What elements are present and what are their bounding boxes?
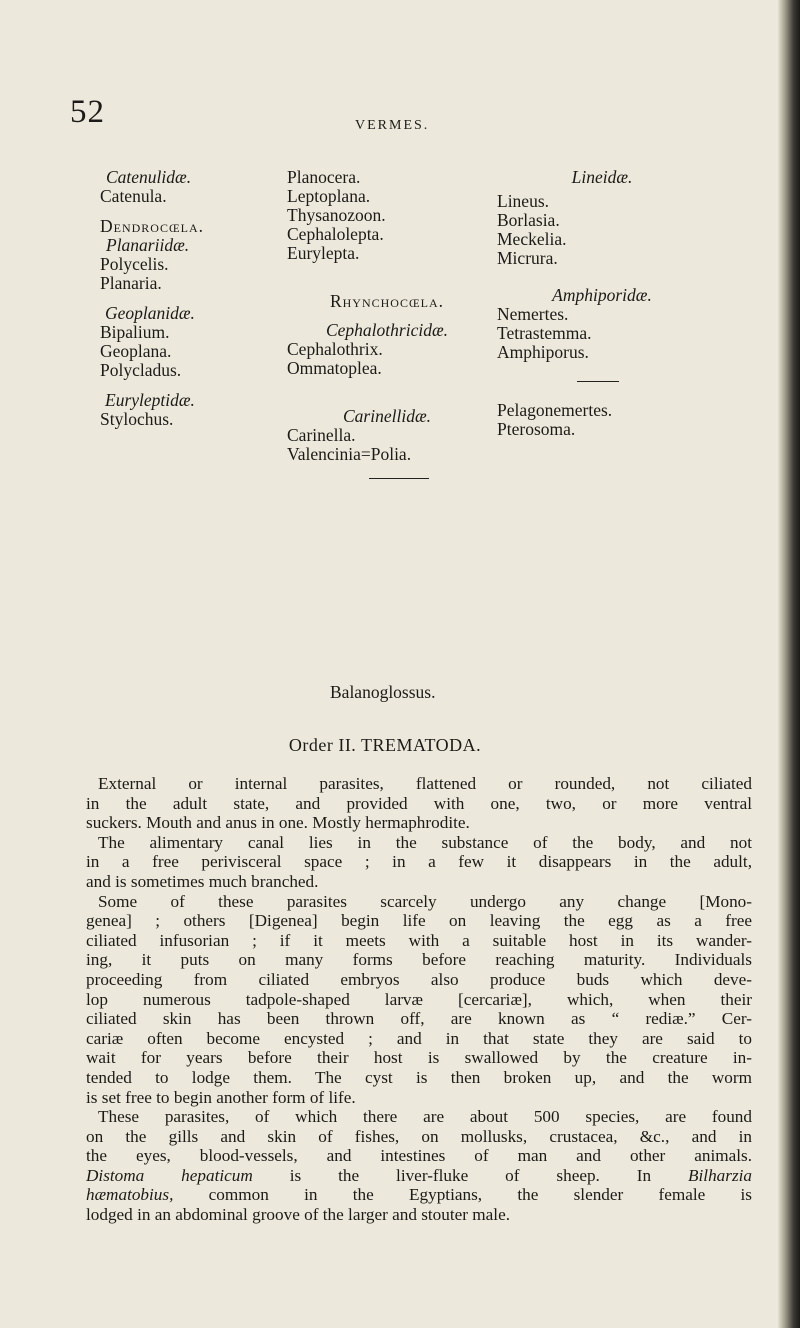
page-header [0, 94, 780, 154]
family-heading: Catenulidæ. [106, 167, 192, 187]
text-line: Distoma hepaticum is the liver-fluke of sheep. In Bilharzia [86, 1165, 753, 1185]
balanoglossus-entry: Balanoglossus. [330, 682, 436, 702]
family-heading: Cephalothricidæ. [325, 320, 448, 340]
text-line: hæmatobius, common in the Egyptians, the slender female is [86, 1185, 753, 1205]
classification-column-3 [497, 168, 707, 439]
text-line: tended to lodge them. The cyst is then broken up, and the worm [86, 1067, 752, 1087]
genus-item: Planaria. [100, 273, 162, 293]
family-heading: Geoplanidæ. [105, 303, 195, 323]
family-heading: Planariidæ. [106, 235, 190, 255]
running-head: VERMES. [355, 118, 430, 133]
classification-column-1 [100, 168, 204, 429]
genus-item: Thysanozoon. [287, 205, 386, 225]
genus-item: Borlasia. [497, 210, 560, 230]
order-heading: Order II. TREMATODA. [288, 735, 482, 755]
text-line: proceeding from ciliated embryos also produce buds which deve- [86, 969, 752, 989]
text-line: the eyes, blood-vessels, and intestines of man and other animals. [86, 1146, 752, 1166]
text-line: in the adult state, and provided with one, two, or more ventral [86, 793, 752, 813]
family-heading: Carinellidæ. [343, 406, 431, 426]
genus-item: Nemertes. [497, 304, 569, 324]
text-line: is set free to begin another form of life. [86, 1087, 356, 1107]
genus-item: Eurylepta. [287, 243, 360, 263]
genus-item: Cephalolepta. [287, 224, 384, 244]
genus-item: Geoplana. [100, 341, 172, 361]
species-name-haematobius: hæmatobius, [86, 1185, 174, 1205]
text-line: lodged in an abdominal groove of the larger and stouter male. [86, 1205, 510, 1225]
text-line: suckers. Mouth and anus in one. Mostly hermaphrodite. [86, 813, 470, 833]
genus-item: Stylochus. [100, 409, 174, 429]
genus-item: Pelagonemertes. [497, 400, 613, 420]
text-line: cariæ often become encysted ; and in that state they are said to [86, 1028, 752, 1048]
text-line: Some of these parasites scarcely undergo any change [Mono- [98, 891, 752, 911]
text-line: The alimentary canal lies in the substance of the body, and not [98, 832, 752, 852]
genus-item: Amphiporus. [497, 342, 589, 362]
text-line: External or internal parasites, flattened or rounded, not ciliated [98, 774, 752, 793]
family-heading: Euryleptidæ. [105, 390, 195, 410]
text-line: lop numerous tadpole-shaped larvæ [cercariæ], which, when their [86, 989, 752, 1009]
genus-item: Leptoplana. [287, 186, 371, 206]
divider-rule [369, 478, 429, 479]
family-heading: Lineidæ. [571, 167, 633, 187]
text-line: on the gills and skin of fishes, on mollusks, crustacea, &c., and in [86, 1126, 752, 1146]
genus-name-bilharzia: Bilharzia [688, 1165, 753, 1185]
text-line: These parasites, of which there are about 500 species, are found [98, 1107, 752, 1127]
text-line: wait for years before their host is swallowed by the creature in- [86, 1048, 752, 1068]
body-text [86, 774, 752, 1225]
classification-column-2 [287, 168, 487, 479]
genus-item: Planocera. [287, 167, 361, 187]
text-line: genea] ; others [Digenea] begin life on leaving the egg as a free [86, 911, 752, 931]
genus-item: Meckelia. [497, 229, 567, 249]
text-line: in a free perivisceral space ; in a few it disappears in the adult, [86, 852, 752, 872]
genus-item: Tetrastemma. [497, 323, 592, 343]
page-number: 52 [70, 94, 105, 130]
genus-item: Valencinia=Polia. [287, 444, 412, 464]
suborder-heading: Rhynchocœla. [329, 291, 445, 311]
text-line: and is sometimes much branched. [86, 871, 319, 891]
genus-item: Lineus. [497, 191, 550, 211]
genus-item: Polycladus. [100, 360, 182, 380]
species-name-distoma: Distoma hepaticum [86, 1165, 253, 1185]
genus-item: Micrura. [497, 248, 558, 268]
genus-item: Carinella. [287, 425, 356, 445]
text-line: ciliated infusorian ; if it meets with a suitable host in its wander- [86, 930, 752, 950]
genus-item: Catenula. [100, 186, 167, 206]
page-edge-shadow [778, 0, 800, 1328]
text-line: ciliated skin has been thrown off, are known as “ rediæ.” Cer- [86, 1009, 752, 1029]
text-line: ing, it puts on many forms before reaching maturity. Individuals [86, 950, 752, 970]
genus-item: Polycelis. [100, 254, 169, 274]
family-heading: Amphiporidæ. [552, 285, 652, 305]
genus-item: Pterosoma. [497, 419, 576, 439]
genus-item: Bipalium. [100, 322, 170, 342]
genus-item: Ommatoplea. [287, 358, 382, 378]
genus-item: Cephalothrix. [287, 339, 383, 359]
suborder-heading: Dendrocœla. [100, 216, 205, 236]
